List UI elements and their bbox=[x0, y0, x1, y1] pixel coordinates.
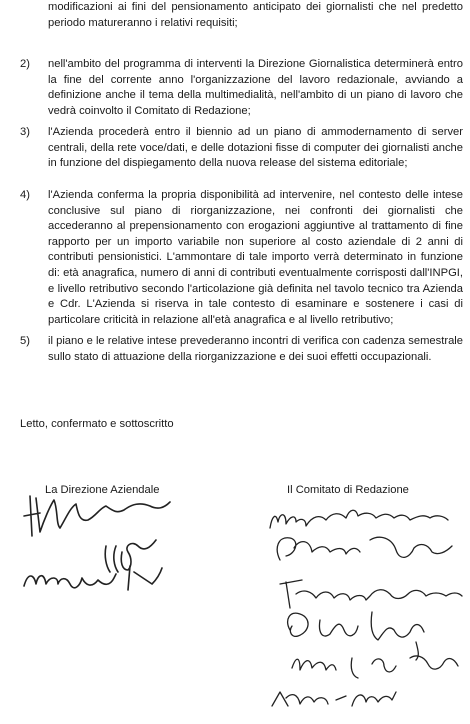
signature-9 bbox=[272, 692, 396, 706]
right-signature-title: Il Comitato di Redazione bbox=[287, 484, 409, 496]
right-signatures bbox=[270, 510, 462, 706]
left-signature-title: La Direzione Aziendale bbox=[45, 484, 160, 496]
signature-5 bbox=[277, 537, 452, 560]
item-number: 5) bbox=[20, 335, 30, 347]
signature-3 bbox=[24, 566, 162, 590]
signature-6 bbox=[280, 580, 462, 608]
signature-4 bbox=[270, 510, 448, 528]
item-number: 3) bbox=[20, 126, 30, 138]
item-text: l'Azienda procederà entro il biennio ad un piano di ammodernamento di server centrali, della rete voce/dati, e delle dotazioni fisse di computer dei giornalisti anche in funzione del dispiegamento della nuova release del sistema editoriale; bbox=[48, 126, 463, 170]
signature-8 bbox=[292, 656, 458, 678]
item-text: il piano e le relative intese prevederanno incontri di verifica con cadenza semestrale sullo stato di attuazione della riorganizzazione e dei suoi effetti occupazionali. bbox=[48, 335, 463, 363]
item-text: nell'ambito del programma di interventi la Direzione Giornalistica determinerà entro la fine del corrente anno l'organizzazione del lavoro redazionale, avviando a definizione anche il tema della multimedialità, nell'ambito di un piano di lavoro che vedrà coinvolto il Comitato di Redazione; bbox=[48, 58, 463, 117]
closing-text: Letto, confermato e sottoscritto bbox=[20, 418, 174, 430]
left-signatures bbox=[24, 496, 170, 590]
item-text: l'Azienda conferma la propria disponibilità ad intervenire, nel contesto delle intese conclusive sul piano di riorganizzazione, nei confronti dei giornalisti che accederanno al prepensionamento con erogazioni aggiuntive al trattamento di fine rapporto per un importo variabile non superiore al costo aziendale di 2 anni di contributi pensionistici. L'ammontare di tale importo verrà determinato in funzione di: età anagrafica, numero di anni di contributi eventualmente corrisposti dall'INPGI, e livello retributivo secondo l'articolazione già definita nel tavolo tecnico tra Azienda e Cdr. L'Azienda si riserva in tale contesto di esaminare e sostenere i casi di particolare criticità in relazione all'età anagrafica e al livello retributivo; bbox=[48, 189, 463, 326]
signature-1 bbox=[24, 496, 170, 536]
signature-7 bbox=[288, 612, 424, 660]
intro-continuation: modificazioni ai fini del pensionamento anticipato dei giornalisti che nel predetto periodo matureranno i relativi requisiti; bbox=[48, 1, 463, 29]
item-number: 2) bbox=[20, 58, 30, 70]
item-number: 4) bbox=[20, 189, 30, 201]
